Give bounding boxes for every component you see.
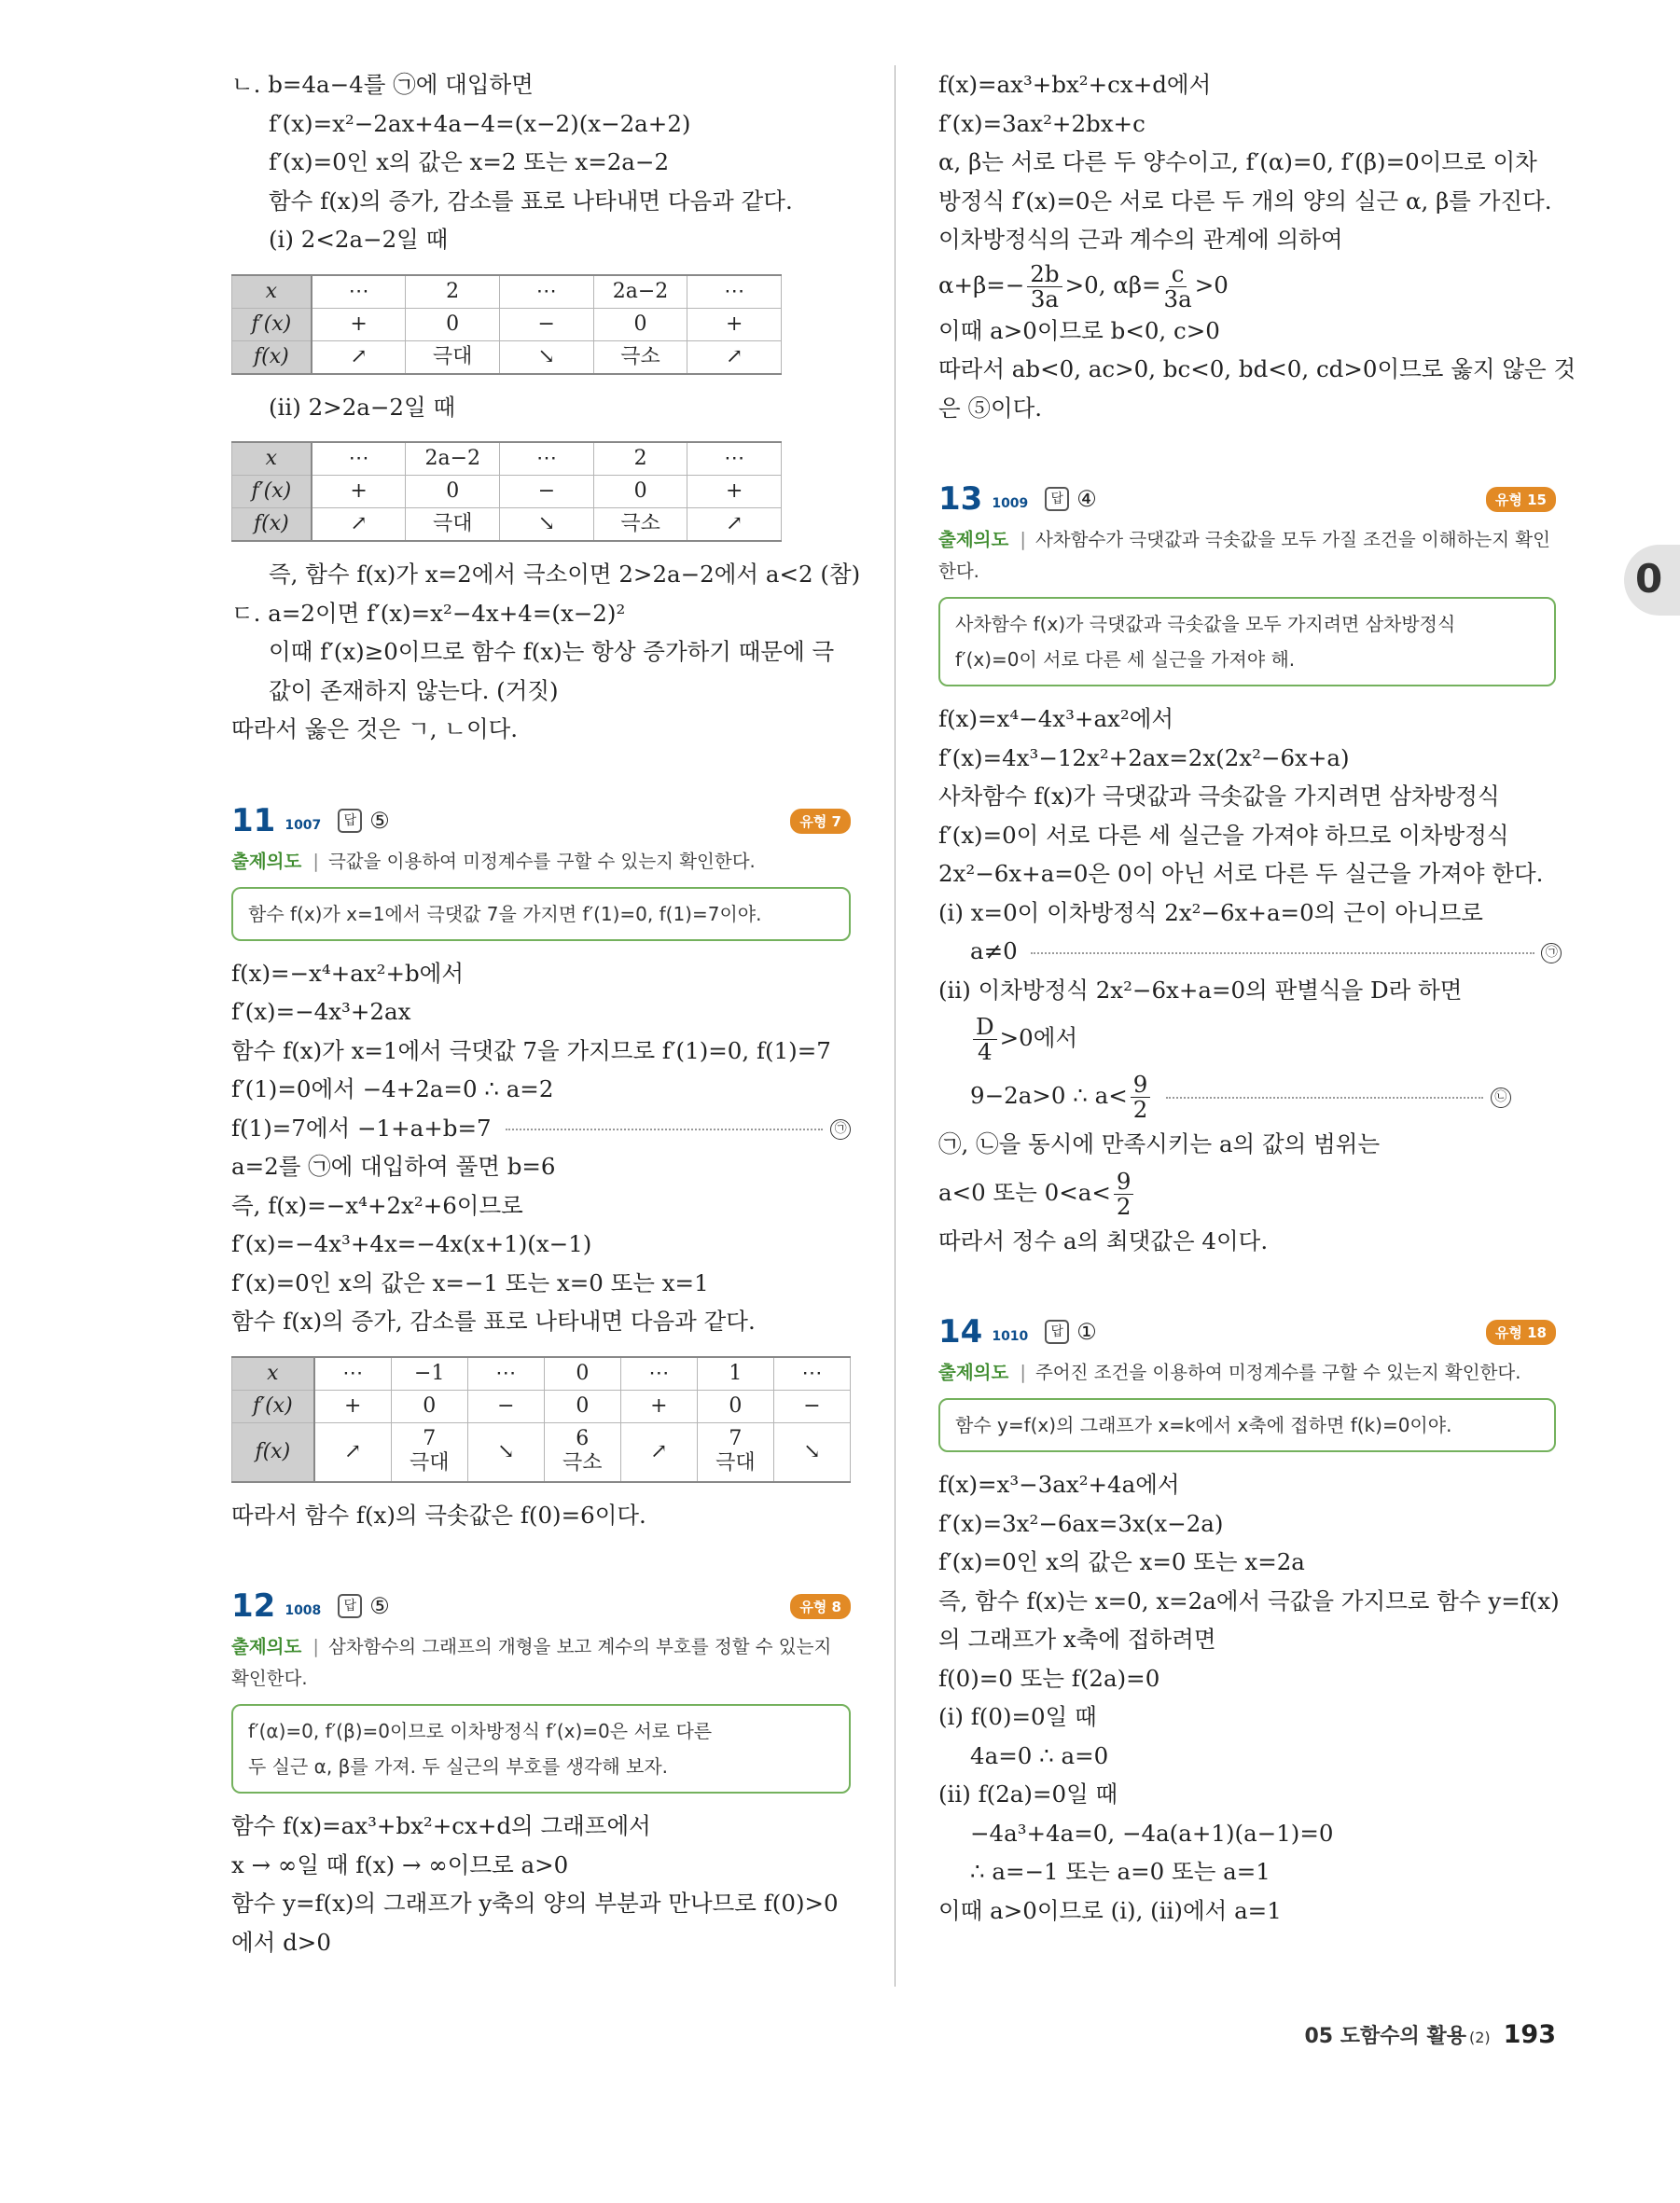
text-line: (ii) 이차방정식 2x²−6x+a=0의 판별식을 D라 하면 xyxy=(938,976,1463,1004)
text-line: ㄴ. b=4a−4를 ㉠에 대입하면 xyxy=(231,71,534,98)
cell-value: 7 xyxy=(729,1426,743,1450)
text-line: 따라서 ab<0, ac>0, bc<0, bd<0, cd>0이므로 옳지 않은 것 xyxy=(938,355,1576,382)
text-line: a=2를 ㉠에 대입하여 풀면 b=6 xyxy=(231,1153,556,1180)
text-line: 에서 d>0 xyxy=(231,1928,331,1956)
text-line: 함수 f(x)=ax³+bx²+cx+d의 그래프에서 xyxy=(231,1812,651,1839)
text-line: α, β는 서로 다른 두 양수이고, f′(α)=0, f′(β)=0이므로 이차 xyxy=(938,148,1537,175)
table-cell: 0 xyxy=(544,1357,620,1391)
discriminant-line xyxy=(938,1009,1556,1067)
table-cell: ⋯ xyxy=(687,275,782,309)
table-cell: 극소 xyxy=(593,508,687,542)
problem-intent xyxy=(231,846,851,878)
table-cell: + xyxy=(620,1390,697,1422)
text-line: 은 ⑤이다. xyxy=(938,394,1043,422)
hint-box xyxy=(938,1398,1556,1452)
table-cell: −1 xyxy=(391,1357,467,1391)
hint-text: f′(x)=0이 서로 다른 세 실근을 가져야 해. xyxy=(955,648,1296,671)
table-cell: ↗ xyxy=(314,1422,392,1482)
text-line: 함수 f(x)의 증가, 감소를 표로 나타내면 다음과 같다. xyxy=(269,187,793,215)
table-cell: ⋯ xyxy=(314,1357,392,1391)
type-badge: 유형 15 xyxy=(1486,487,1556,512)
text-line: 의 그래프가 x축에 접하려면 xyxy=(938,1626,1216,1653)
fraction xyxy=(1114,1167,1134,1220)
intent-separator: | xyxy=(1020,1362,1026,1383)
text-line: (ii) 2>2a−2일 때 xyxy=(269,393,456,421)
numerator: c xyxy=(1169,262,1187,287)
numerator: D xyxy=(973,1015,997,1040)
denominator: 2 xyxy=(1132,1096,1148,1123)
problem-intent xyxy=(231,1631,851,1695)
cell-stack xyxy=(562,1427,603,1476)
intent-text: 삼차함수의 그래프의 개형을 보고 계수의 부호를 정할 수 있는지 xyxy=(327,1636,832,1657)
cell-label: 극소 xyxy=(562,1450,603,1475)
cell-label: 극대 xyxy=(409,1450,450,1475)
answer-icon: 답 xyxy=(338,809,362,833)
text-line: 즉, f(x)=−x⁴+2x²+6이므로 xyxy=(231,1191,523,1219)
right-column xyxy=(938,65,1576,1930)
text-line: ㄷ. a=2이면 f′(x)=x²−4x+4=(x−2)² xyxy=(231,599,626,627)
problem-intent xyxy=(938,1357,1556,1389)
table-cell: − xyxy=(499,308,593,340)
problem-intent xyxy=(938,524,1556,588)
table-cell: ⋯ xyxy=(312,275,406,309)
table-cell: 0 xyxy=(544,1390,620,1422)
text-line xyxy=(938,932,1556,971)
table-cell: ↗ xyxy=(687,340,782,374)
table-cell: − xyxy=(500,476,594,508)
table-cell: ↗ xyxy=(312,508,406,542)
problem-code: 1009 xyxy=(992,496,1029,511)
formula-part: α+β=− xyxy=(938,270,1025,298)
table-cell: f(x) xyxy=(232,508,312,542)
problem-code: 1008 xyxy=(285,1603,322,1618)
table-cell: ↘ xyxy=(773,1422,850,1482)
intent-separator: | xyxy=(312,850,319,872)
table-row xyxy=(232,1422,851,1482)
table-cell xyxy=(391,1422,467,1482)
table-row xyxy=(232,1390,851,1422)
hint-box xyxy=(231,887,851,941)
table-cell xyxy=(697,1422,773,1482)
chapter-side-tab xyxy=(1624,545,1680,616)
table-cell: ⋯ xyxy=(687,442,782,476)
table-cell: ↘ xyxy=(500,508,594,542)
table-cell: 극소 xyxy=(593,340,687,374)
hint-text: f′(α)=0, f′(β)=0이므로 이차방정식 f′(x)=0은 서로 다른 xyxy=(248,1720,713,1742)
hint-text: 함수 y=f(x)의 그래프가 x=k에서 x축에 접하면 f(k)=0이야. xyxy=(955,1414,1452,1436)
fraction xyxy=(1163,259,1192,312)
hint-text: 두 실근 α, β를 가져. 두 실근의 부호를 생각해 보자. xyxy=(248,1755,668,1778)
text-line: f(x)=x⁴−4x³+ax²에서 xyxy=(938,705,1174,732)
cell-label: 극대 xyxy=(715,1450,756,1475)
numerator: 9 xyxy=(1114,1170,1134,1195)
range-line xyxy=(938,1164,1556,1222)
text-line: 즉, 함수 f(x)가 x=2에서 극소이면 2>2a−2에서 a<2 (참) xyxy=(269,561,861,588)
text-line: 이때 a>0이므로 (i), (ii)에서 a=1 xyxy=(938,1896,1282,1924)
answer-value: ⑤ xyxy=(369,807,390,834)
table-cell: ↗ xyxy=(620,1422,697,1482)
table-cell: + xyxy=(312,476,406,508)
table-row xyxy=(232,442,782,476)
intent-text: 극값을 이용하여 미정계수를 구할 수 있는지 확인한다. xyxy=(327,850,756,872)
fraction xyxy=(1131,1073,1151,1122)
table-row xyxy=(232,476,782,508)
text-line: f′(x)=x²−2ax+4a−4=(x−2)(x−2a+2) xyxy=(269,109,691,137)
hint-text: 함수 f(x)가 x=1에서 극댓값 7을 가지면 f′(1)=0, f(1)=7이야. xyxy=(248,902,762,925)
formula-part: >0, αβ= xyxy=(1064,270,1161,298)
table-cell: ↘ xyxy=(499,340,593,374)
text-line: (ii) f(2a)=0일 때 xyxy=(938,1780,1118,1808)
table-cell: 0 xyxy=(593,476,687,508)
text-line: (i) x=0이 이차방정식 2x²−6x+a=0의 근이 아니므로 xyxy=(938,898,1483,926)
table-cell: 0 xyxy=(406,308,500,340)
text-line: f′(x)=0이 서로 다른 세 실근을 가져야 하므로 이차방정식 xyxy=(938,821,1509,849)
text-line: 방정식 f′(x)=0은 서로 다른 두 개의 양의 실근 α, β를 가진다. xyxy=(938,187,1552,215)
denominator: 2 xyxy=(1116,1192,1132,1220)
table-cell: + xyxy=(687,308,782,340)
sign-table-1 xyxy=(231,274,782,375)
table-cell: − xyxy=(467,1390,544,1422)
answer-icon: 답 xyxy=(338,1594,362,1618)
intent-text: 한다. xyxy=(938,561,979,582)
equation-text: f(1)=7에서 −1+a+b=7 xyxy=(231,1114,492,1142)
sign-table-2 xyxy=(231,441,782,542)
text-line: 4a=0 ∴ a=0 xyxy=(970,1741,1109,1769)
intent-separator: | xyxy=(1020,529,1026,550)
side-tab-label: 0 xyxy=(1635,556,1663,602)
table-cell xyxy=(544,1422,620,1482)
text-line: f′(x)=3x²−6ax=3x(x−2a) xyxy=(938,1509,1224,1537)
problem-code: 1007 xyxy=(285,817,322,833)
problem-13-header xyxy=(938,474,1556,524)
table-cell: ⋯ xyxy=(312,442,406,476)
fraction xyxy=(1027,259,1062,312)
text-line: f′(x)=3ax²+2bx+c xyxy=(938,109,1145,137)
table-cell: 0 xyxy=(406,476,500,508)
table-cell: ↗ xyxy=(312,340,406,374)
text-line: f′(x)=−4x³+2ax xyxy=(231,998,411,1025)
answer-value: ① xyxy=(1076,1319,1097,1345)
answer-value: ④ xyxy=(1076,486,1097,512)
table-cell: x xyxy=(232,442,312,476)
leader-dots xyxy=(1166,1097,1483,1099)
problem-11-header xyxy=(231,796,851,846)
table-cell: ⋯ xyxy=(500,442,594,476)
formula-part: 9−2a>0 ∴ a< xyxy=(970,1082,1128,1109)
intent-label: 출제의도 xyxy=(938,529,1009,550)
text-line: −4a³+4a=0, −4a(a+1)(a−1)=0 xyxy=(970,1819,1334,1847)
table-cell: 극대 xyxy=(406,508,500,542)
cell-stack xyxy=(715,1427,756,1476)
text-line: 따라서 옳은 것은 ㄱ, ㄴ이다. xyxy=(231,715,519,742)
text-line: f′(x)=0인 x의 값은 x=−1 또는 x=0 또는 x=1 xyxy=(231,1268,709,1296)
table-row xyxy=(232,308,782,340)
numerator: 2b xyxy=(1027,262,1062,287)
text-line: 따라서 정수 a의 최댓값은 4이다. xyxy=(938,1226,1269,1254)
table-cell: 2a−2 xyxy=(593,275,687,309)
ref-mark: ㉠ xyxy=(1541,943,1562,963)
text-line xyxy=(231,1109,851,1148)
answer-value: ⑤ xyxy=(369,1593,390,1619)
hint-text: 사차함수 f(x)가 극댓값과 극솟값을 모두 가지려면 삼차방정식 xyxy=(955,613,1456,635)
table-cell: x xyxy=(232,275,312,309)
text-line: 사차함수 f(x)가 극댓값과 극솟값을 가지려면 삼차방정식 xyxy=(938,783,1500,810)
table-cell: ⋯ xyxy=(467,1357,544,1391)
table-cell: ↗ xyxy=(687,508,782,542)
type-badge: 유형 8 xyxy=(790,1594,851,1619)
table-cell: 2a−2 xyxy=(406,442,500,476)
intent-separator: | xyxy=(312,1636,319,1657)
table-cell: f(x) xyxy=(232,1422,314,1482)
text-line: f′(1)=0에서 −4+2a=0 ∴ a=2 xyxy=(231,1075,554,1102)
table-cell: f′(x) xyxy=(232,476,312,508)
text-line: f′(x)=−4x³+4x=−4x(x+1)(x−1) xyxy=(231,1230,592,1257)
text-line: 값이 존재하지 않는다. (거짓) xyxy=(269,676,559,704)
text-line: 함수 f(x)가 x=1에서 극댓값 7을 가지므로 f′(1)=0, f(1)=7 xyxy=(231,1036,831,1064)
intent-label: 출제의도 xyxy=(231,850,302,872)
hint-box xyxy=(231,1704,851,1794)
text-line: f′(x)=0인 x의 값은 x=2 또는 x=2a−2 xyxy=(269,148,670,175)
column-divider xyxy=(895,65,896,1987)
text-line: (i) f(0)=0일 때 xyxy=(938,1703,1097,1730)
page-footer xyxy=(1305,2020,1557,2049)
table-cell: 극대 xyxy=(406,340,500,374)
cell-value: 6 xyxy=(576,1426,590,1450)
text-line: 함수 f(x)의 증가, 감소를 표로 나타내면 다음과 같다. xyxy=(231,1308,756,1335)
table-cell: ⋯ xyxy=(620,1357,697,1391)
table-cell: − xyxy=(773,1390,850,1422)
fraction xyxy=(973,1015,997,1064)
equation-text: a≠0 xyxy=(970,937,1018,964)
problem-12-header xyxy=(231,1581,851,1631)
text-line: f(x)=ax³+bx²+cx+d에서 xyxy=(938,71,1212,98)
text-line: 함수 y=f(x)의 그래프가 y축의 양의 부분과 만나므로 f(0)>0 xyxy=(231,1890,839,1917)
cell-stack xyxy=(410,1427,450,1476)
formula-part: a<0 또는 0<a< xyxy=(938,1178,1111,1206)
text-line: 이때 f′(x)≥0이므로 함수 f(x)는 항상 증가하기 때문에 극 xyxy=(269,638,835,665)
text-line: f(x)=x³−3ax²+4a에서 xyxy=(938,1471,1180,1498)
answer-icon: 답 xyxy=(1045,487,1069,511)
ref-mark: ㉡ xyxy=(1491,1088,1511,1108)
chapter-subtitle: (2) xyxy=(1468,2029,1491,2046)
type-badge: 유형 18 xyxy=(1486,1320,1556,1345)
intent-text: 확인한다. xyxy=(231,1668,308,1689)
text-line: ∴ a=−1 또는 a=0 또는 a=1 xyxy=(970,1858,1270,1885)
text-line: 이때 a>0이므로 b<0, c>0 xyxy=(938,316,1220,344)
formula-part: >0 xyxy=(1194,270,1229,298)
table-row xyxy=(232,340,782,374)
hint-box xyxy=(938,597,1556,686)
answer-icon: 답 xyxy=(1045,1320,1069,1344)
ref-mark: ㉠ xyxy=(830,1119,851,1140)
table-cell: + xyxy=(312,308,406,340)
text-line: f′(x)=4x³−12x²+2ax=2x(2x²−6x+a) xyxy=(938,743,1350,771)
table-cell: 0 xyxy=(391,1390,467,1422)
table-cell: + xyxy=(687,476,782,508)
table-cell: 0 xyxy=(593,308,687,340)
denominator: 3a xyxy=(1163,284,1192,312)
table-row xyxy=(232,508,782,542)
table-row xyxy=(232,275,782,309)
text-line: 2x²−6x+a=0은 0이 아닌 서로 다른 두 실근을 가져야 한다. xyxy=(938,860,1544,887)
table-cell: 1 xyxy=(697,1357,773,1391)
text-line: 즉, 함수 f(x)는 x=0, x=2a에서 극값을 가지므로 함수 y=f(x) xyxy=(938,1586,1560,1614)
vieta-formula xyxy=(938,259,1556,312)
intent-text: 주어진 조건을 이용하여 미정계수를 구할 수 있는지 확인한다. xyxy=(1034,1362,1521,1383)
table-cell: ↘ xyxy=(467,1422,544,1482)
problem-number: 13 xyxy=(938,480,983,518)
formula-part: >0에서 xyxy=(999,1024,1078,1051)
leader-dots xyxy=(506,1129,823,1130)
table-cell: ⋯ xyxy=(499,275,593,309)
text-line: ㉠, ㉡을 동시에 만족시키는 a의 값의 범위는 xyxy=(938,1130,1381,1157)
problem-code: 1010 xyxy=(992,1329,1029,1344)
text-line: f(x)=−x⁴+ax²+b에서 xyxy=(231,959,465,987)
text-line: 따라서 함수 f(x)의 극솟값은 f(0)=6이다. xyxy=(231,1501,646,1529)
denominator: 3a xyxy=(1030,284,1060,312)
leader-dots xyxy=(1031,952,1534,954)
table-cell: f(x) xyxy=(232,340,312,374)
table-cell: f′(x) xyxy=(232,1390,314,1422)
table-cell: + xyxy=(314,1390,392,1422)
intent-label: 출제의도 xyxy=(938,1362,1009,1383)
chapter-title: 05 도함수의 활용 xyxy=(1304,2025,1466,2048)
problem-number: 11 xyxy=(231,801,276,839)
sign-table-3 xyxy=(231,1356,851,1483)
intent-label: 출제의도 xyxy=(231,1636,302,1657)
inequality-line xyxy=(938,1067,1556,1125)
denominator: 4 xyxy=(978,1038,993,1065)
problem-14-header xyxy=(938,1307,1556,1357)
text-line: f(0)=0 또는 f(2a)=0 xyxy=(938,1664,1160,1692)
numerator: 9 xyxy=(1131,1073,1151,1098)
table-cell: ⋯ xyxy=(773,1357,850,1391)
problem-number: 14 xyxy=(938,1313,983,1351)
table-cell: f′(x) xyxy=(232,308,312,340)
table-cell: 2 xyxy=(593,442,687,476)
table-cell: 2 xyxy=(406,275,500,309)
text-line: 이차방정식의 근과 계수의 관계에 의하여 xyxy=(938,226,1343,253)
intent-text: 사차함수가 극댓값과 극솟값을 모두 가질 조건을 이해하는지 확인 xyxy=(1034,529,1550,550)
problem-number: 12 xyxy=(231,1587,276,1625)
table-row xyxy=(232,1357,851,1391)
text-line: x → ∞일 때 f(x) → ∞이므로 a>0 xyxy=(231,1850,569,1878)
type-badge: 유형 7 xyxy=(790,809,851,834)
left-column xyxy=(231,65,861,1961)
cell-value: 7 xyxy=(423,1426,437,1450)
table-cell: 0 xyxy=(697,1390,773,1422)
table-cell: x xyxy=(232,1357,314,1391)
page-number: 193 xyxy=(1503,2020,1556,2049)
text-line: f′(x)=0인 x의 값은 x=0 또는 x=2a xyxy=(938,1548,1305,1575)
text-line: (i) 2<2a−2일 때 xyxy=(269,226,449,253)
